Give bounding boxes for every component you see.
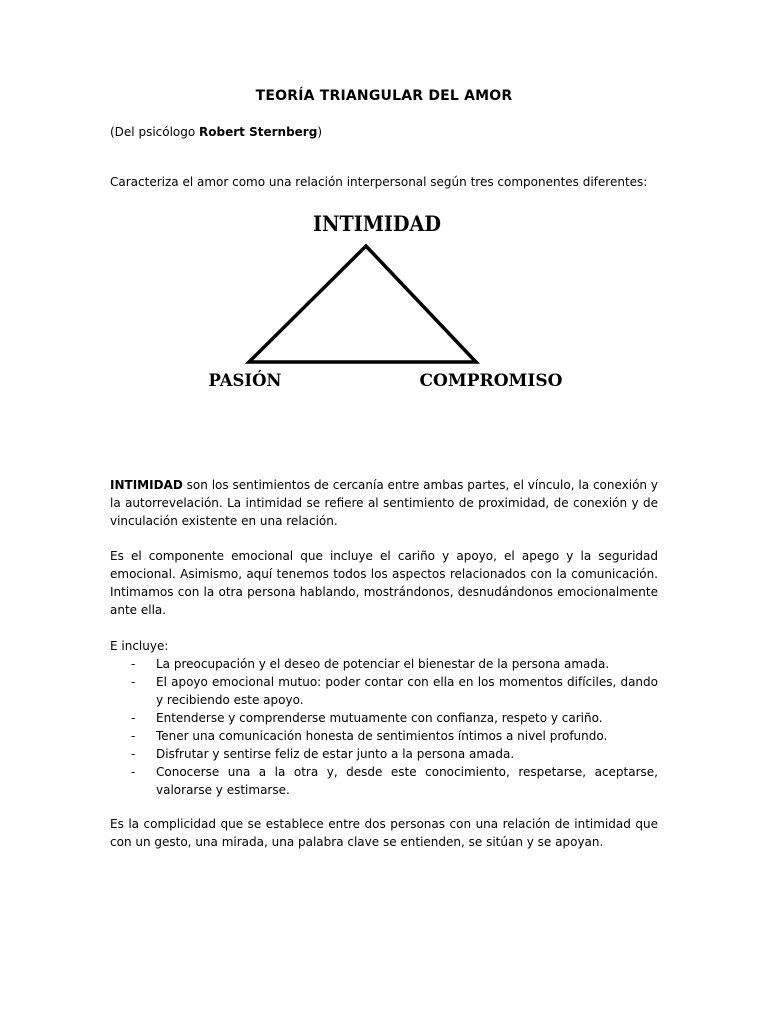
paragraph-emocional: Es el componente emocional que incluye el cariño y apoyo, el apego y la seguridad emocional. Asimismo, aquí tenemos todos los aspectos relacionados con la comunicación. Intimamos con la otra persona hablando, mostrándonos, desnudándonos emocionalmente ante ella. [110,549,658,617]
list-dash: - [131,729,136,743]
list-item-text: Disfrutar y sentirse feliz de estar junto a la persona amada. [156,747,515,761]
list-item-text: Conocerse una a la otra y, desde este conocimiento, respetarse, aceptarse, valorarse y estimarse. [156,765,658,797]
subtitle-suffix: ) [317,125,322,139]
document-title: TEORÍA TRIANGULAR DEL AMOR [255,88,513,104]
list-item [110,745,658,763]
list-item [110,727,658,745]
subtitle [110,125,322,139]
subtitle-prefix: (Del psicólogo [110,125,200,139]
intro-text: Caracteriza el amor como una relación interpersonal según tres componentes diferentes: [110,175,648,189]
triangle-shape [249,246,476,362]
list-dash: - [131,711,136,725]
label-intimidad: INTIMIDAD [313,211,441,236]
label-compromiso: COMPROMISO [419,371,563,391]
list-item-text: Tener una comunicación honesta de sentimientos íntimos a nivel profundo. [156,729,608,743]
list-dash: - [131,675,136,689]
bullet-list [110,655,658,799]
love-triangle-diagram [0,200,768,400]
list-item-text: Entenderse y comprenderse mutuamente con confianza, respeto y cariño. [156,711,603,725]
subtitle-author: Robert Sternberg [199,125,318,139]
list-dash: - [131,765,136,779]
paragraph-intimidad [110,476,658,530]
list-item [110,709,658,727]
label-pasion: PASIÓN [208,371,284,391]
paragraph-intimidad-rest: son los sentimientos de cercanía entre ambas partes, el vínculo, la conexión y la autorrevelación. La intimidad se refiere al sentimiento de proximidad, de conexión y de vinculación existente en una relación. [110,478,658,528]
list-item [110,763,658,799]
list-dash: - [131,747,136,761]
list-item [110,673,658,709]
list-dash: - [131,657,136,671]
list-item [110,655,658,673]
list-section [110,637,658,799]
paragraph-complicidad: Es la complicidad que se establece entre dos personas con una relación de intimidad que con un gesto, una mirada, una palabra clave se entienden, se sitúan y se apoyan. [110,817,658,849]
paragraph-intimidad-bold: INTIMIDAD [110,478,183,492]
list-item-text: La preocupación y el deseo de potenciar el bienestar de la persona amada. [156,657,610,671]
list-intro: E incluye: [110,639,169,653]
list-item-text: El apoyo emocional mutuo: poder contar con ella en los momentos difíciles, dando y recibiendo este apoyo. [156,675,658,707]
